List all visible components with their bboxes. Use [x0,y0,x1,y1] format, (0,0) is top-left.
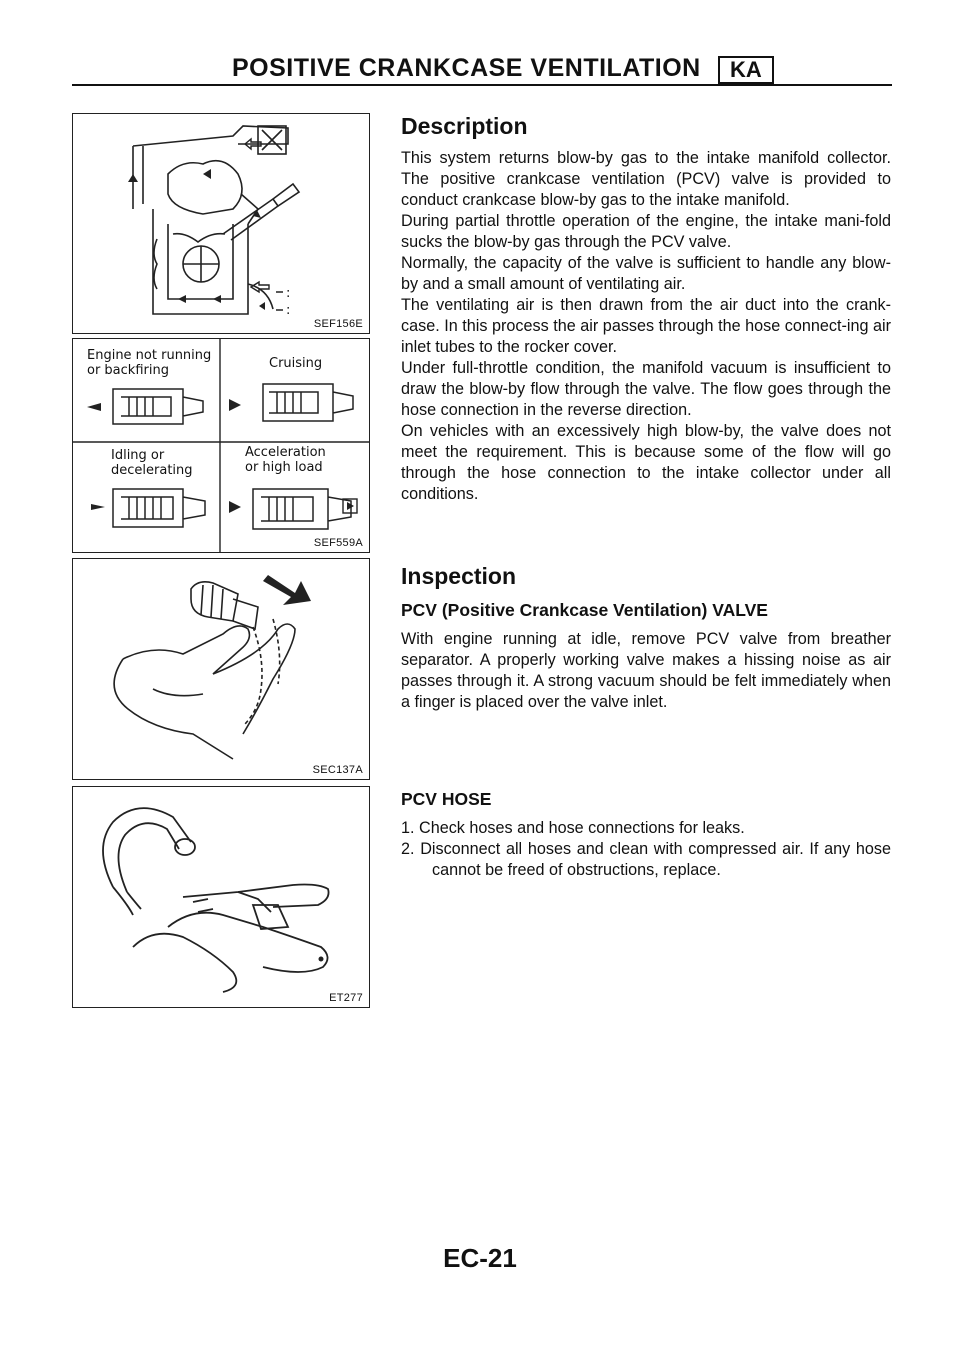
caption-idling-or: Idling or [111,448,165,463]
description-paragraph: On vehicles with an excessively high blow-by, the valve does not meet the requirement. This is because some of the flow will go through the hose connection to the intake collector under all conditions. [401,422,891,503]
page-header [0,54,960,84]
caption-or-backfiring: or backfiring [87,363,169,378]
caption-cruising: Cruising [269,356,323,371]
valve-modes-illustration [73,339,370,553]
legend-blow-by: : [286,303,291,318]
caption-or-high-load: or high load [245,460,323,475]
figure-pcv-system [72,113,370,334]
pcv-valve-heading: PCV (Positive Crankcase Ventilation) VALVE [401,600,768,620]
header-rule [72,84,892,86]
figure-code: SEC137A [312,764,363,776]
description-section [401,113,891,505]
description-paragraph: The ventilating air is then drawn from the air duct into the crank-case. In this process the air passes through the hose connect-ing air inlet tubes to the rocker cover. [401,296,891,356]
finger-test-illustration [73,559,370,780]
caption-decelerating: decelerating [111,463,193,478]
pcv-hose-heading: PCV HOSE [401,789,492,809]
description-paragraph: Normally, the capacity of the valve is sufficient to handle any blow-by and a small amount of ventilating air. [401,254,891,293]
figure-code: SEF559A [313,537,363,549]
figure-pcv-valve-modes [72,338,370,553]
figure-code: ET277 [329,992,363,1004]
figure-code: SEF156E [313,318,363,330]
figure-valve-finger-test [72,558,370,780]
figure-hose-cleaning [72,786,370,1008]
engine-illustration [73,114,370,334]
pcv-valve-text: With engine running at idle, remove PCV valve from breather separator. A properly working valve makes a hissing noise as air passes through it. A strong vacuum should be felt immediately when a finger is placed over the valve inlet. [401,630,891,711]
legend-fresh-air: : [286,286,291,301]
hose-cleaning-illustration [73,787,370,1008]
caption-acceleration: Acceleration [245,445,326,460]
caption-engine-not-running: Engine not running [87,348,212,363]
description-paragraph: This system returns blow-by gas to the intake manifold collector. The positive crankcase ventilation (PCV) valve is provided to conduct crankcase blow-by gas to the intake manifold. [401,149,891,209]
page-number: EC-21 [443,1243,517,1273]
description-heading: Description [401,113,528,139]
description-paragraph: Under full-throttle condition, the manifold vacuum is insufficient to draw the blow-by flow through the valve. The flow goes through the hose connection in the reverse direction. [401,359,891,419]
engine-code-badge: KA [718,56,774,84]
inspection-heading: Inspection [401,563,517,589]
section-title: POSITIVE CRANKCASE VENTILATION [232,54,701,82]
inspection-section [401,563,891,713]
list-item: 1. Check hoses and hose connections for leaks. [401,819,745,837]
description-paragraph: During partial throttle operation of the engine, the intake mani-fold sucks the blow-by gas through the PCV valve. [401,212,891,251]
list-item: 2. Disconnect all hoses and clean with compressed air. If any hose cannot be freed of obstructions, replace. [401,840,891,879]
pcv-hose-section [401,789,891,881]
